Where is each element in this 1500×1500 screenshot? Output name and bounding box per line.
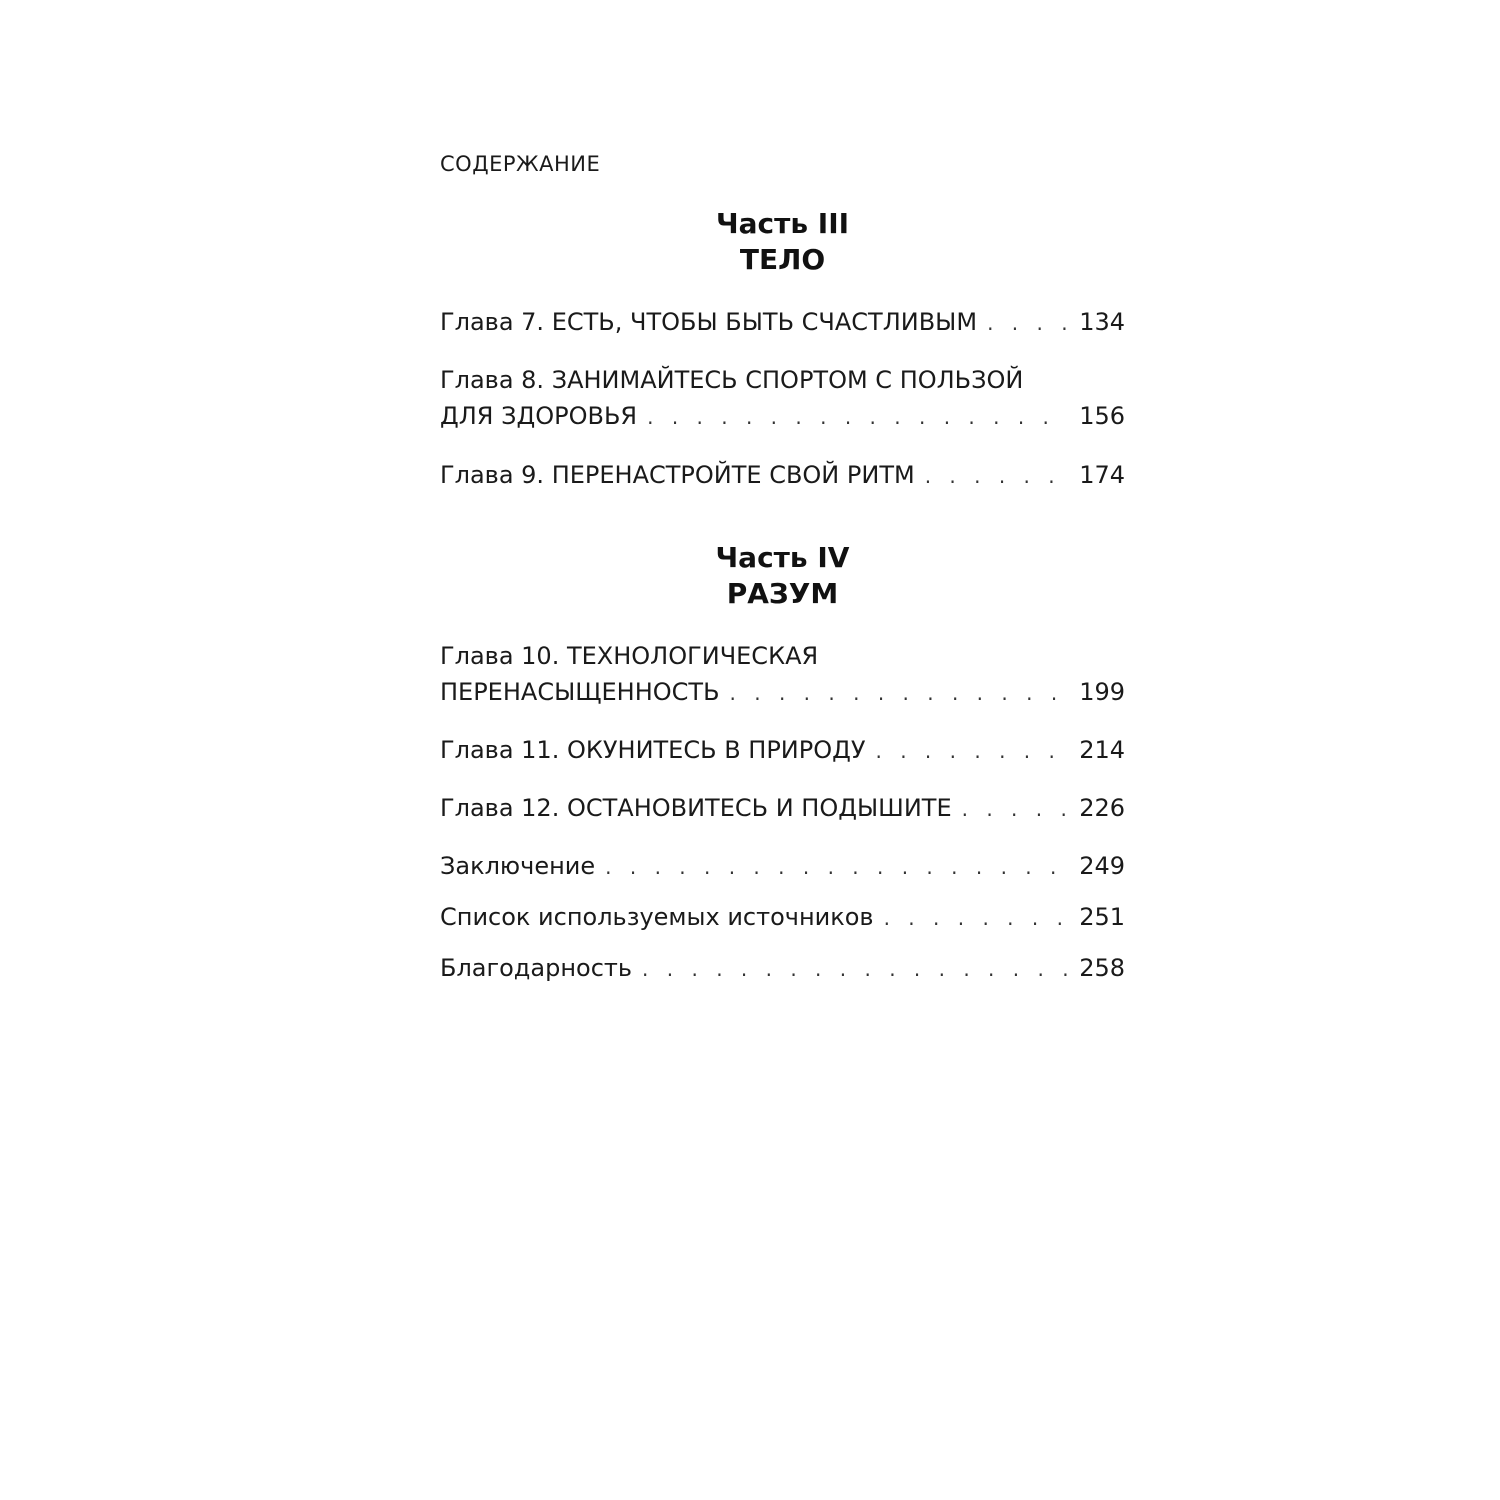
toc-entry-sources[interactable] [440, 899, 1125, 935]
leader-dots [925, 458, 1070, 494]
toc-entry-chapter-11[interactable] [440, 732, 1125, 768]
running-head: СОДЕРЖАНИЕ [440, 152, 601, 176]
leader-dots [730, 675, 1070, 711]
toc-entry-title: Глава 7. ЕСТЬ, ЧТОБЫ БЫТЬ СЧАСТЛИВЫМ [440, 308, 978, 336]
toc-entry-title: Глава 10. ТЕХНОЛОГИЧЕСКАЯ [440, 642, 819, 670]
part-heading-3 [440, 206, 1125, 278]
toc-page-number: 199 [1079, 678, 1125, 706]
toc-page-number: 174 [1079, 461, 1125, 489]
toc-entry-chapter-9[interactable] [440, 457, 1125, 493]
part-label: Часть III [715, 207, 850, 240]
toc-page-number: 251 [1079, 903, 1125, 931]
toc-entry-title: Благодарность [440, 954, 633, 982]
leader-dots [884, 900, 1070, 936]
toc-entry-title: Глава 12. ОСТАНОВИТЕСЬ И ПОДЫШИТЕ [440, 794, 952, 822]
part-heading-4 [440, 540, 1125, 612]
toc-page-number: 214 [1079, 736, 1125, 764]
toc-entry-title: Глава 11. ОКУНИТЕСЬ В ПРИРОДУ [440, 736, 866, 764]
leader-dots [605, 849, 1069, 885]
leader-dots [962, 791, 1070, 827]
part-title: РАЗУМ [726, 577, 839, 610]
toc-entry-chapter-10[interactable] [440, 638, 1125, 710]
toc-entry-title-continued: ПЕРЕНАСЫЩЕННОСТЬ [440, 678, 720, 706]
toc-page-number: 134 [1079, 308, 1125, 336]
leader-dots [876, 733, 1070, 769]
toc-entry-title: Список используемых источников [440, 903, 874, 931]
toc-page-number: 226 [1079, 794, 1125, 822]
leader-dots [642, 951, 1069, 987]
toc-entry-chapter-7[interactable] [440, 304, 1125, 340]
toc-page-number: 258 [1079, 954, 1125, 982]
toc-entry-acknowledgements[interactable] [440, 950, 1125, 986]
toc-entry-title: Глава 8. ЗАНИМАЙТЕСЬ СПОРТОМ С ПОЛЬЗОЙ [440, 366, 1024, 394]
part-title: ТЕЛО [739, 243, 826, 276]
toc-entry-title: Заключение [440, 852, 596, 880]
toc-entry-chapter-8[interactable] [440, 362, 1125, 434]
part-label: Часть IV [715, 541, 850, 574]
toc-entry-conclusion[interactable] [440, 848, 1125, 884]
toc-page-number: 156 [1079, 402, 1125, 430]
toc-entry-title: Глава 9. ПЕРЕНАСТРОЙТЕ СВОЙ РИТМ [440, 461, 915, 489]
toc-entry-chapter-12[interactable] [440, 790, 1125, 826]
toc-page-number: 249 [1079, 852, 1125, 880]
leader-dots [647, 399, 1069, 435]
leader-dots [987, 305, 1069, 341]
toc-entry-title-continued: ДЛЯ ЗДОРОВЬЯ [440, 402, 638, 430]
